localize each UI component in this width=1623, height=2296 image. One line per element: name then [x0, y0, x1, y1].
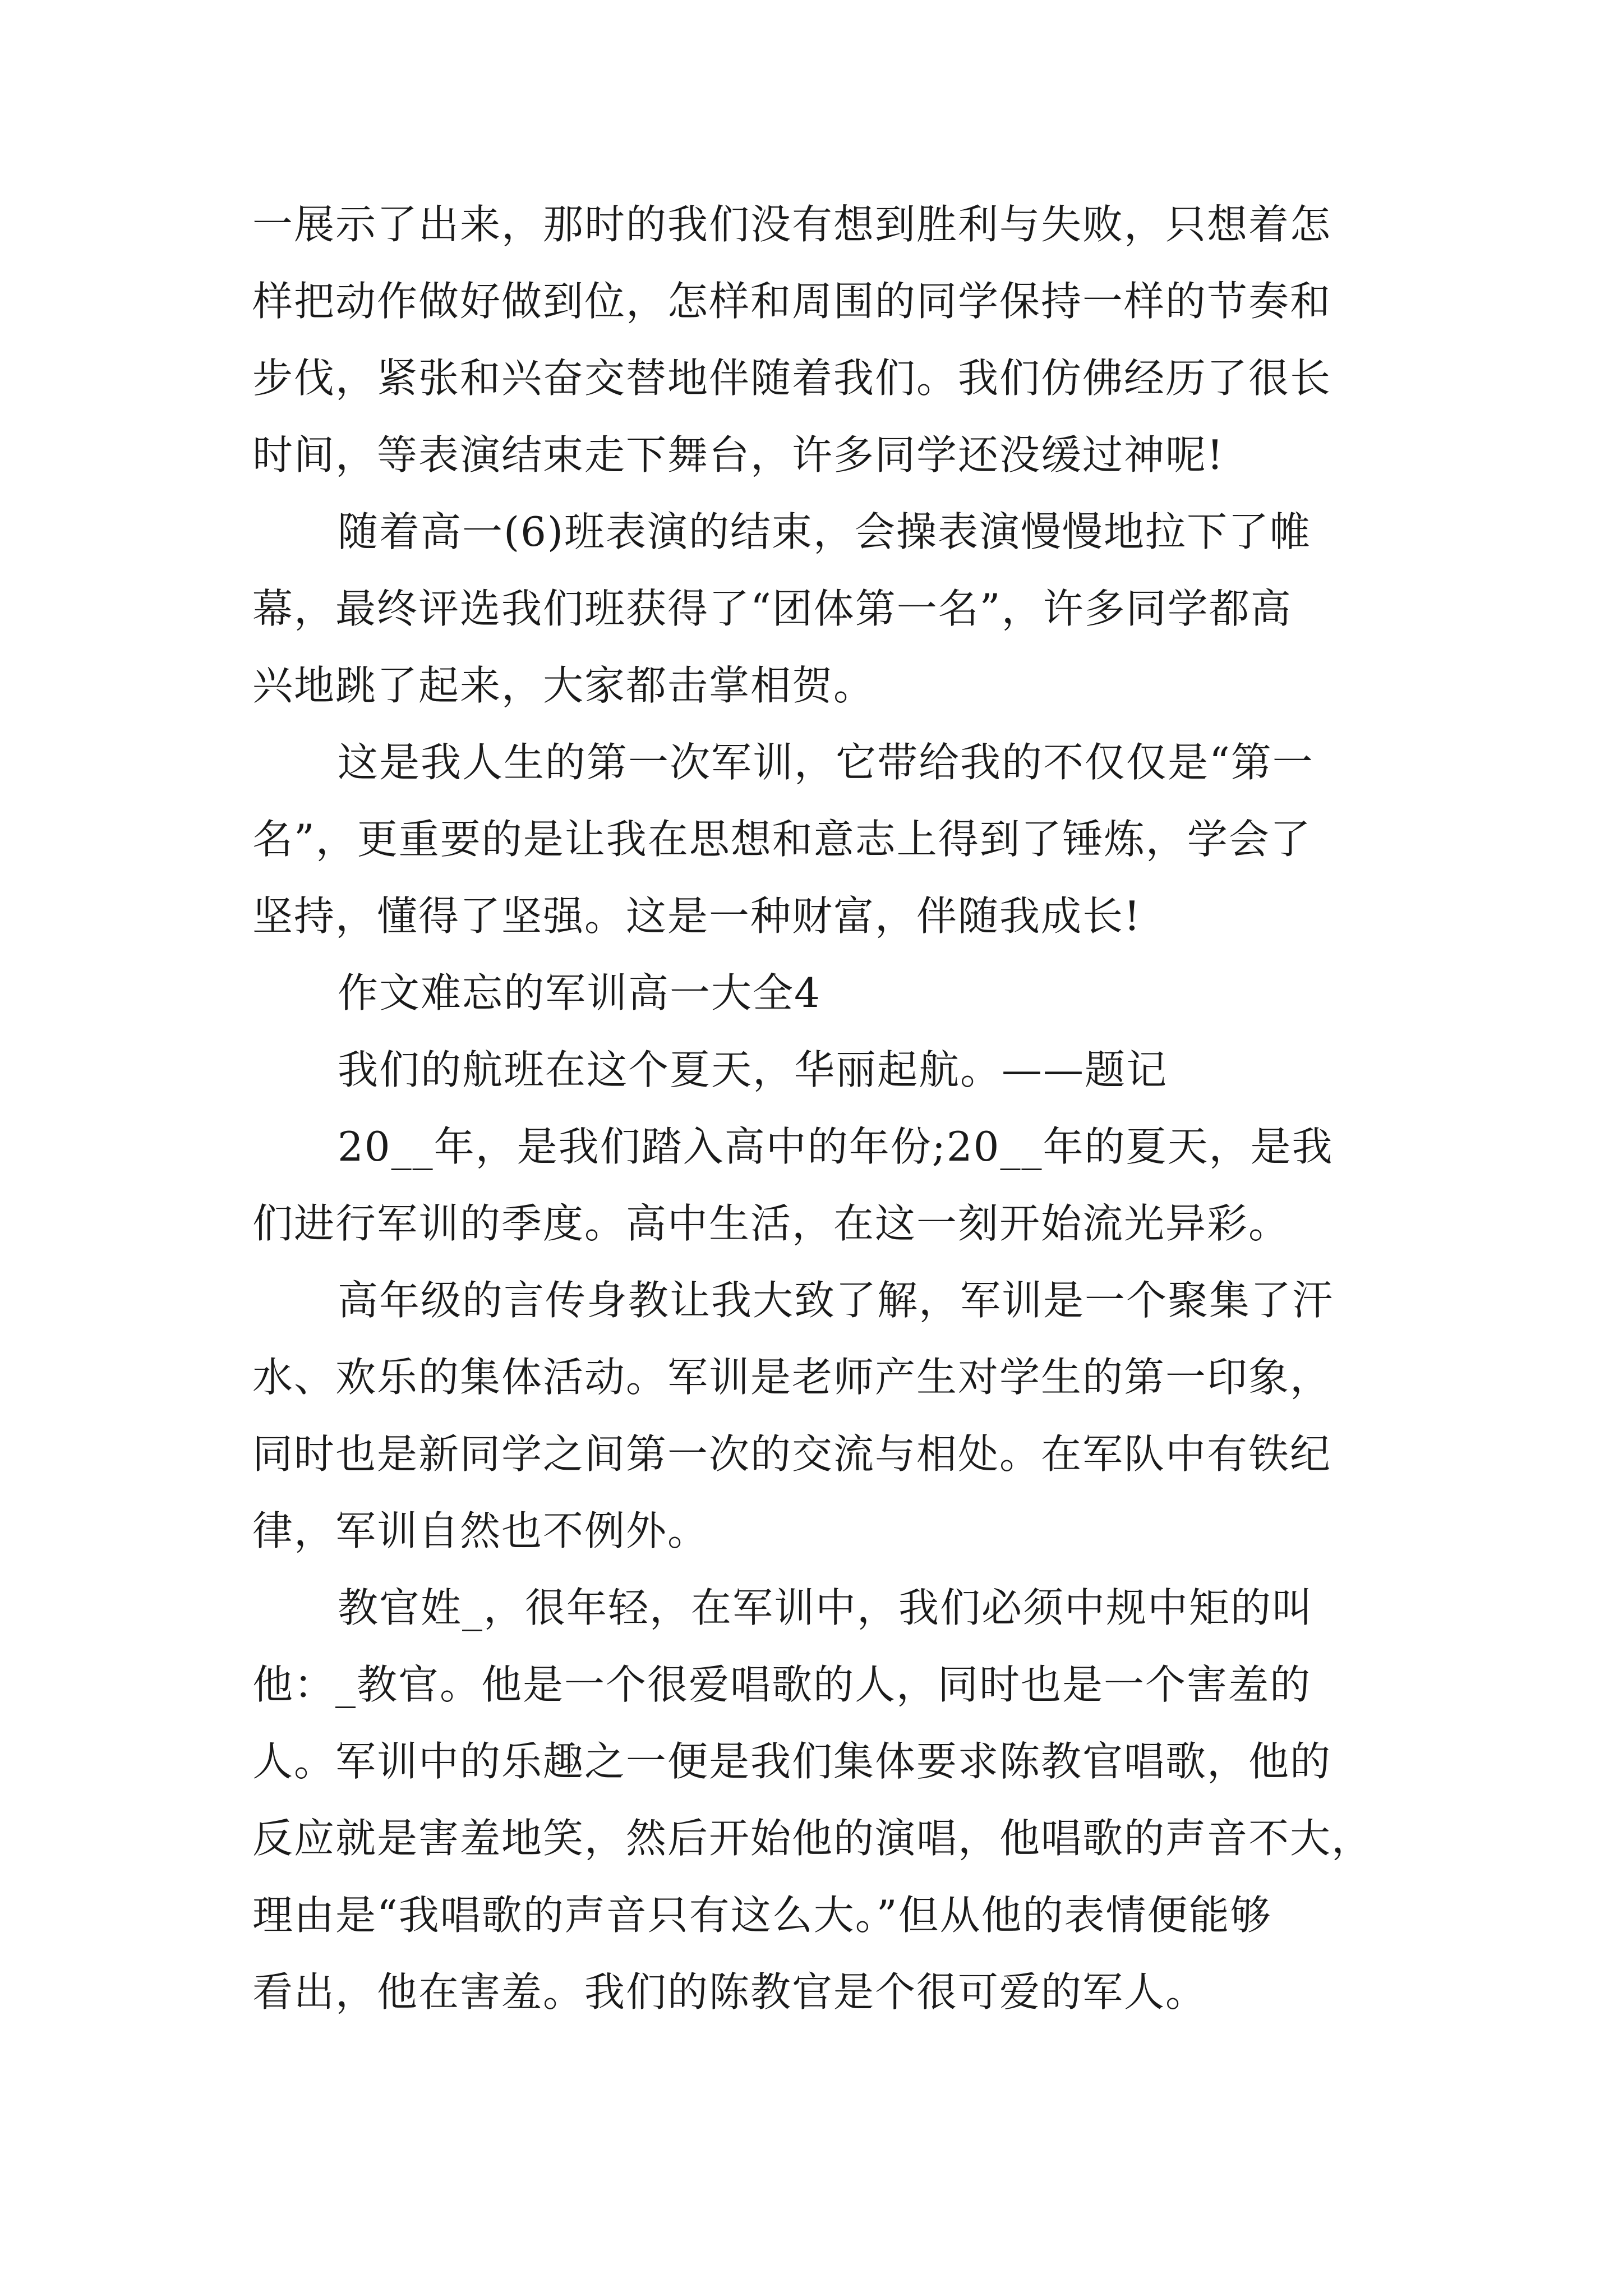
epigraph-line: 我们的航班在这个夏天，华丽起航。——题记 [338, 1046, 1168, 1093]
paragraph-start-line: 随着高一(6)班表演的结束，会操表演慢慢地拉下了帷 [338, 508, 1311, 555]
section-heading: 作文难忘的军训高一大全4 [338, 969, 821, 1016]
text-line: 一展示了出来，那时的我们没有想到胜利与失败，只想着怎 [252, 201, 1332, 248]
paragraph-start-line: 20__年，是我们踏入高中的年份;20__年的夏天，是我 [338, 1123, 1334, 1170]
paragraph-start-line: 高年级的言传身教让我大致了解，军训是一个聚集了汗 [338, 1277, 1334, 1324]
text-line: 他：_教官。他是一个很爱唱歌的人，同时也是一个害羞的 [252, 1661, 1312, 1708]
text-line: 幕，最终评选我们班获得了“团体第一名”，许多同学都高 [252, 585, 1292, 632]
text-line: 们进行军训的季度。高中生活，在这一刻开始流光异彩。 [252, 1200, 1290, 1247]
text-line: 律，军训自然也不例外。 [252, 1507, 709, 1554]
text-line: 样把动作做好做到位，怎样和周围的同学保持一样的节奏和 [252, 278, 1332, 325]
text-line: 理由是“我唱歌的声音只有这么大。”但从他的表情便能够 [252, 1892, 1272, 1939]
text-line: 看出，他在害羞。我们的陈教官是个很可爱的军人。 [252, 1968, 1207, 2016]
paragraph-start-line: 这是我人生的第一次军训，它带给我的不仅仅是“第一 [338, 739, 1314, 786]
text-line: 兴地跳了起来，大家都击掌相贺。 [252, 662, 875, 709]
text-line: 名”，更重要的是让我在思想和意志上得到了锤炼，学会了 [252, 816, 1312, 863]
text-line: 同时也是新同学之间第一次的交流与相处。在军队中有铁纪 [252, 1430, 1332, 1478]
text-line: 反应就是害羞地笑，然后开始他的演唱，他唱歌的声音不大， [252, 1815, 1373, 1862]
text-line: 人。军训中的乐趣之一便是我们集体要求陈教官唱歌，他的 [252, 1738, 1332, 1785]
text-line: 坚持，懂得了坚强。这是一种财富，伴随我成长! [252, 892, 1141, 940]
text-line: 步伐，紧张和兴奋交替地伴随着我们。我们仿佛经历了很长 [252, 355, 1332, 402]
paragraph-start-line: 教官姓_，很年轻，在军训中，我们必须中规中矩的叫 [338, 1584, 1314, 1631]
text-line: 水、欢乐的集体活动。军训是老师产生对学生的第一印象， [252, 1354, 1332, 1401]
text-line: 时间，等表演结束走下舞台，许多同学还没缓过神呢! [252, 431, 1224, 478]
